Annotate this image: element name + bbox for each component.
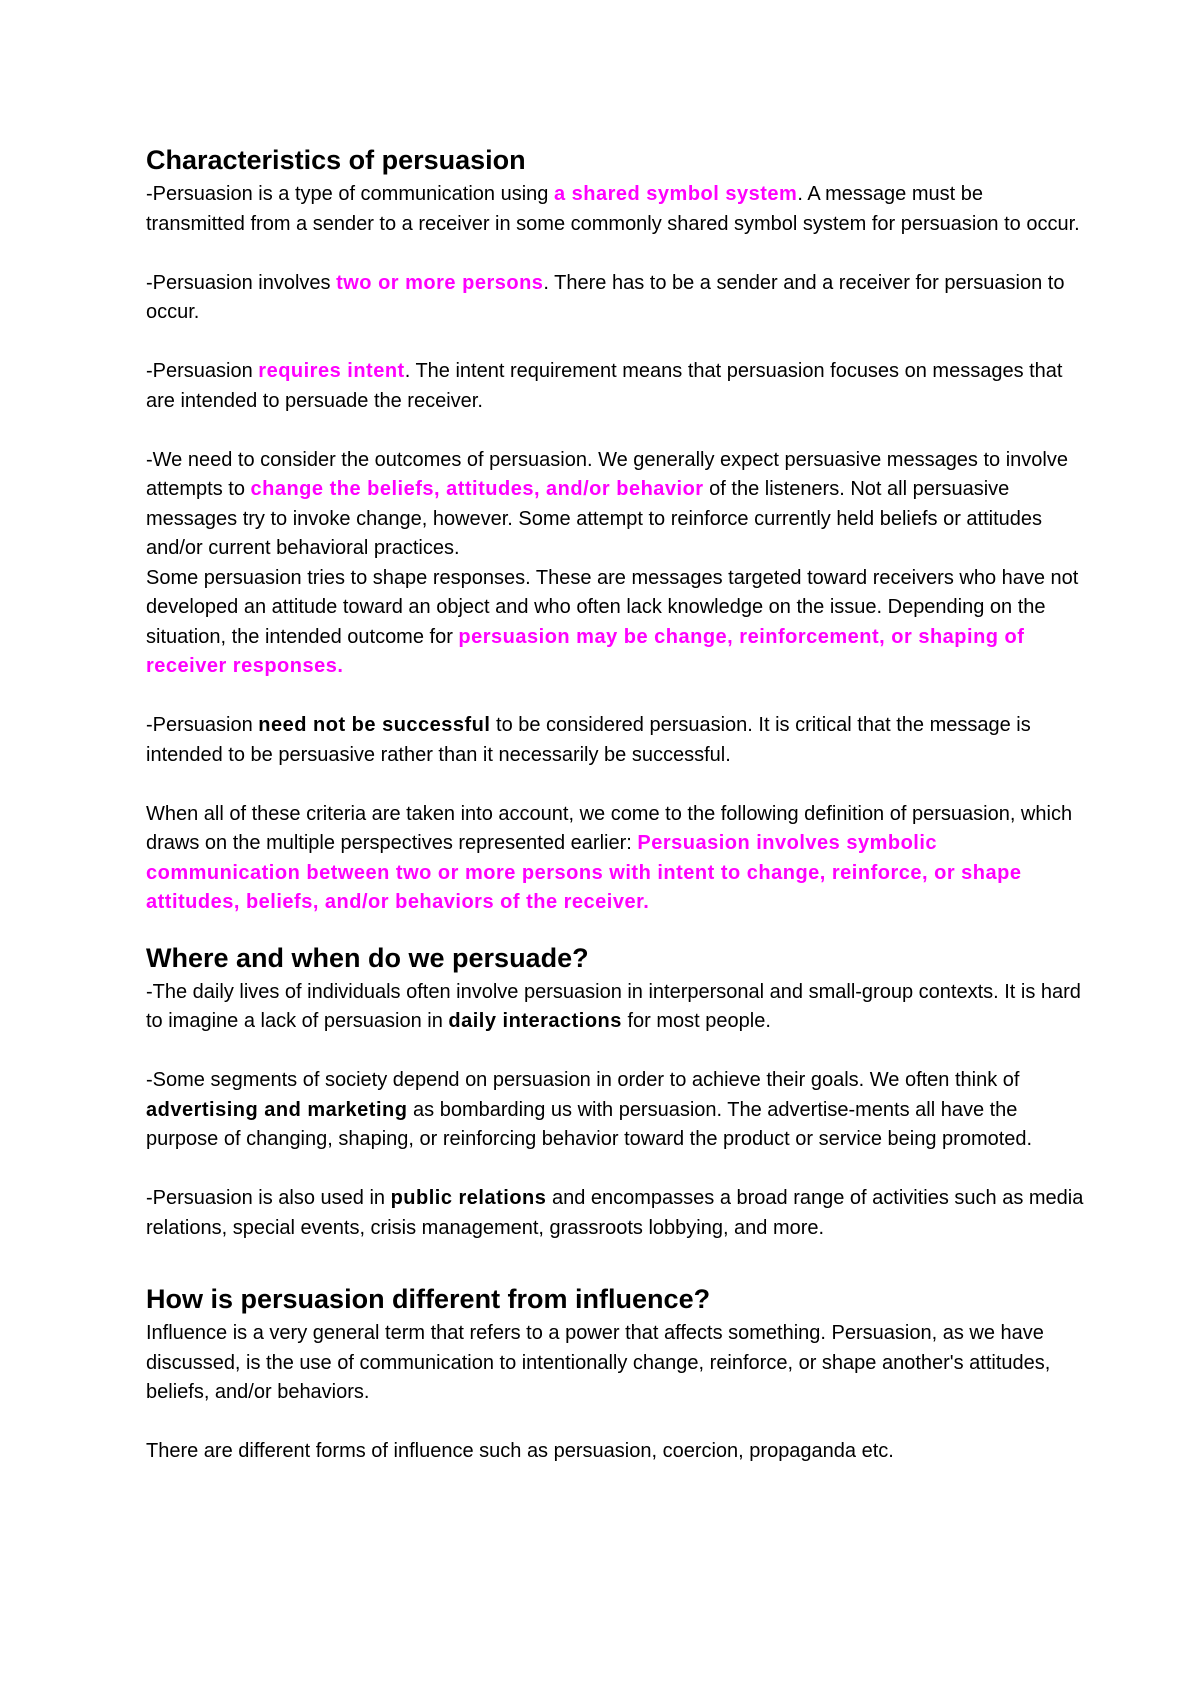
paragraph-need-not-succeed: [146, 711, 1086, 770]
highlight-definition: Persuasion involves symbolic communication between two or more persons with intent to change, reinforce, or shape attitudes, beliefs, and/or behaviors of the receiver.: [146, 832, 1022, 913]
text-run: for most people.: [621, 1010, 771, 1032]
document-page: [146, 140, 1086, 1467]
text-run: and encompasses a broad range of activities such as media relations, special events, crisis management, grassroots lobbying, and more.: [146, 1187, 1084, 1239]
highlight-change-beliefs: change the beliefs, attitudes, and/or behavior: [250, 478, 704, 500]
text-run: . The intent requirement means that persuasion focuses on messages that are intended to persuade the receiver.: [146, 360, 1063, 412]
text-run: -We need to consider the outcomes of persuasion. We generally expect persuasive messages to involve attempts to: [146, 448, 1068, 500]
text-run: -Persuasion involves: [146, 271, 337, 294]
paragraph-advertising: [146, 1066, 1086, 1155]
paragraph-outcomes: [146, 446, 1086, 564]
text-run: -Persuasion is a type of communication using: [146, 183, 554, 205]
highlight-two-persons: two or more persons: [336, 271, 544, 294]
text-run: Some persuasion tries to shape responses. These are messages targeted toward receivers who have not developed an attitude toward an object and who often lack knowledge on the issue. Depending on the situation, the intended outcome for: [146, 566, 1079, 648]
highlight-persuasion-outcomes: persuasion may be change, reinforcement, or shaping of receiver responses.: [146, 625, 1025, 677]
paragraph-influence-definition: Influence is a very general term that refers to a power that affects something. Persuasion, as we have discussed, is the use of communication to intentionally change, reinforce, or shape another's attitudes, beliefs, and/or behaviors.: [146, 1322, 1051, 1403]
text-run: When all of these criteria are taken into account, we come to the following definition of persuasion, which draws on the multiple perspectives represented earlier:: [146, 802, 1073, 854]
paragraph-requires-intent: [146, 357, 1086, 416]
text-run: of the listeners. Not all persuasive messages try to invoke change, however. Some attempt to reinforce currently held beliefs or attitudes and/or current behavioral practices.: [146, 478, 1043, 559]
text-run: -Some segments of society depend on persuasion in order to achieve their goals. We often think of: [146, 1069, 1020, 1091]
text-run: -The daily lives of individuals often involve persuasion in interpersonal and small-group contexts. It is hard to imagine a lack of persuasion in: [146, 980, 1081, 1032]
paragraph-public-relations: [146, 1184, 1086, 1243]
heading-persuasion-vs-influence: How is persuasion different from influence?: [146, 1284, 711, 1314]
text-run: . A message must be transmitted from a sender to a receiver in some commonly shared symbol system for persuasion to occur.: [146, 183, 1080, 235]
paragraph-daily-lives: [146, 978, 1086, 1037]
bold-daily-interactions: daily interactions: [448, 1010, 622, 1032]
text-run: . There has to be a sender and a receiver for persuasion to occur.: [146, 271, 1065, 323]
highlight-shared-symbol: a shared symbol system: [553, 183, 798, 205]
bold-advertising-marketing: advertising and marketing: [146, 1098, 408, 1121]
paragraph-shape-responses: [146, 564, 1086, 682]
text-run: -Persuasion: [146, 360, 259, 382]
text-run: to be considered persuasion. It is critical that the message is intended to be persuasive rather than it necessarily be successful.: [146, 714, 1031, 766]
paragraph-forms-of-influence: There are different forms of influence such as persuasion, coercion, propaganda etc.: [146, 1440, 894, 1462]
text-run: -Persuasion is also used in: [146, 1187, 391, 1209]
paragraph-definition: [146, 800, 1086, 918]
paragraph-two-persons: [146, 269, 1086, 328]
bold-need-not-succeed: need not be successful: [258, 714, 491, 736]
heading-where-when: Where and when do we persuade?: [146, 942, 589, 973]
bold-public-relations: public relations: [390, 1187, 547, 1209]
highlight-requires-intent: requires intent: [258, 360, 405, 382]
heading-characteristics: Characteristics of persuasion: [146, 145, 526, 175]
text-run: -Persuasion: [146, 714, 259, 736]
paragraph-shared-symbol: [146, 180, 1086, 239]
text-run: as bombarding us with persuasion. The advertise-ments all have the purpose of changing, shaping, or reinforcing behavior toward the product or service being promoted.: [146, 1098, 1033, 1150]
